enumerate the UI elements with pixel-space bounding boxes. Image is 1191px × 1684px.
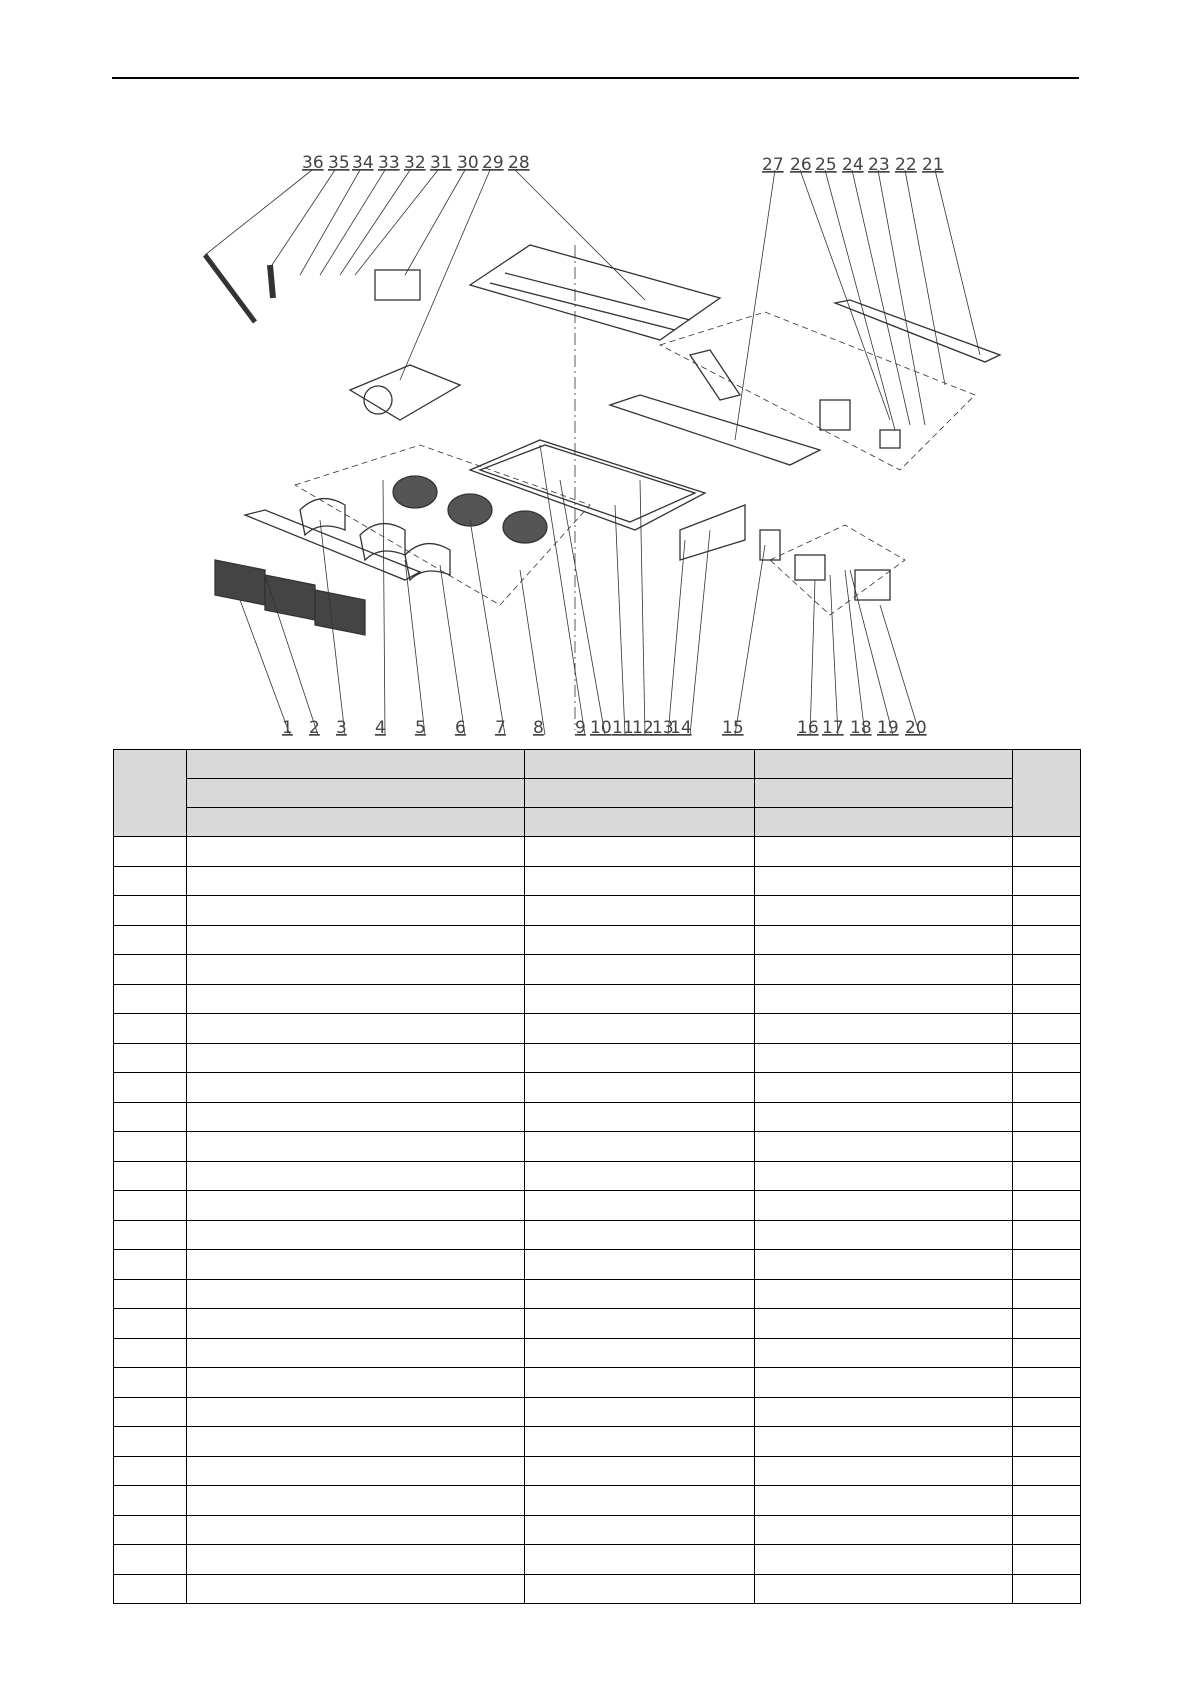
side-cover-part (835, 300, 1000, 362)
table-cell (187, 984, 525, 1014)
table-cell (114, 1161, 187, 1191)
table-cell (525, 1338, 755, 1368)
table-cell (755, 1456, 1013, 1486)
table-cell (1013, 896, 1081, 926)
table-cell (187, 1220, 525, 1250)
table-row (114, 1309, 1081, 1339)
table-row (114, 1574, 1081, 1604)
header-cell (1013, 750, 1081, 837)
table-cell (525, 1132, 755, 1162)
table-cell (1013, 1456, 1081, 1486)
table-cell (755, 1309, 1013, 1339)
table-cell (525, 1220, 755, 1250)
table-cell (187, 866, 525, 896)
table-row (114, 1014, 1081, 1044)
table-row (114, 1220, 1081, 1250)
table-row (114, 984, 1081, 1014)
table-cell (1013, 955, 1081, 985)
table-cell (525, 1515, 755, 1545)
callout-5: 5 (415, 718, 426, 738)
table-cell (114, 1132, 187, 1162)
callout-19: 19 (877, 718, 899, 738)
table-cell (755, 1338, 1013, 1368)
top-panel-part (470, 245, 720, 340)
callout-31: 31 (430, 153, 452, 173)
table-cell (755, 1220, 1013, 1250)
table-cell (187, 1545, 525, 1575)
header-cell (187, 808, 525, 837)
table-cell (755, 1191, 1013, 1221)
table-cell (755, 1132, 1013, 1162)
table-cell (114, 1043, 187, 1073)
table-cell (187, 1043, 525, 1073)
drain-hose-part (205, 255, 255, 322)
table-cell (1013, 925, 1081, 955)
table-cell (114, 1456, 187, 1486)
table-cell (525, 1161, 755, 1191)
blower-fans (393, 476, 547, 543)
table-cell (187, 837, 525, 867)
callout-9: 9 (575, 718, 586, 738)
table-cell (1013, 1102, 1081, 1132)
table-cell (525, 925, 755, 955)
filter-parts (215, 560, 365, 635)
callout-24: 24 (842, 155, 864, 175)
table-cell (187, 1279, 525, 1309)
table-cell (525, 1309, 755, 1339)
table-cell (525, 1043, 755, 1073)
table-row (114, 1279, 1081, 1309)
table-cell (525, 1279, 755, 1309)
table-cell (755, 1486, 1013, 1516)
table-cell (187, 925, 525, 955)
table-cell (114, 1397, 187, 1427)
table-cell (114, 837, 187, 867)
table-cell (187, 1309, 525, 1339)
callout-33: 33 (378, 153, 400, 173)
table-row (114, 837, 1081, 867)
table-cell (114, 1427, 187, 1457)
table-cell (187, 1456, 525, 1486)
table-cell (755, 1014, 1013, 1044)
table-cell (755, 925, 1013, 955)
table-header-row (114, 779, 1081, 808)
callout-26: 26 (790, 155, 812, 175)
header-cell (755, 808, 1013, 837)
table-cell (1013, 1161, 1081, 1191)
table-row (114, 896, 1081, 926)
callout-10: 10 (590, 718, 612, 738)
table-cell (187, 1161, 525, 1191)
table-cell (187, 1427, 525, 1457)
table-cell (1013, 1132, 1081, 1162)
header-cell (525, 779, 755, 808)
table-row (114, 1191, 1081, 1221)
table-cell (525, 1102, 755, 1132)
header-cell (114, 750, 187, 837)
header-cell (525, 750, 755, 779)
table-row (114, 1250, 1081, 1280)
callout-21: 21 (922, 155, 944, 175)
table-cell (755, 1279, 1013, 1309)
table-cell (114, 1515, 187, 1545)
table-row (114, 1132, 1081, 1162)
table-cell (525, 1427, 755, 1457)
table-cell (1013, 1014, 1081, 1044)
table-cell (114, 1073, 187, 1103)
callout-7: 7 (495, 718, 506, 738)
table-cell (114, 1338, 187, 1368)
table-cell (114, 1250, 187, 1280)
table-row (114, 1486, 1081, 1516)
table-row (114, 1043, 1081, 1073)
table-cell (187, 1397, 525, 1427)
table-cell (187, 1014, 525, 1044)
table-cell (114, 1220, 187, 1250)
table-cell (1013, 1309, 1081, 1339)
table-cell (187, 1486, 525, 1516)
callouts-top-left (302, 153, 530, 173)
table-cell (1013, 984, 1081, 1014)
table-cell (1013, 1073, 1081, 1103)
table-cell (114, 1279, 187, 1309)
table-cell (755, 1250, 1013, 1280)
table-cell (525, 1191, 755, 1221)
table-cell (187, 1073, 525, 1103)
exploded-parts-diagram (0, 0, 1191, 740)
callout-15: 15 (722, 718, 744, 738)
callout-8: 8 (533, 718, 544, 738)
side-plate-part (680, 505, 745, 560)
table-cell (1013, 1250, 1081, 1280)
table-row (114, 1456, 1081, 1486)
table-row (114, 866, 1081, 896)
table-row (114, 1338, 1081, 1368)
table-cell (114, 896, 187, 926)
callouts-top-right (762, 155, 944, 175)
table-cell (525, 1574, 755, 1604)
table-row (114, 1427, 1081, 1457)
table-cell (114, 1102, 187, 1132)
table-cell (114, 1486, 187, 1516)
table-cell (187, 1515, 525, 1545)
callout-1: 1 (282, 718, 293, 738)
table-cell (114, 1368, 187, 1398)
table-cell (187, 1132, 525, 1162)
table-cell (525, 1368, 755, 1398)
table-row (114, 1515, 1081, 1545)
table-cell (525, 1456, 755, 1486)
table-cell (1013, 1574, 1081, 1604)
table-cell (1013, 1220, 1081, 1250)
table-cell (525, 984, 755, 1014)
table-cell (525, 1397, 755, 1427)
table-row (114, 1073, 1081, 1103)
table-cell (525, 1014, 755, 1044)
callout-16: 16 (797, 718, 819, 738)
table-cell (187, 896, 525, 926)
table-cell (187, 1102, 525, 1132)
table-cell (755, 984, 1013, 1014)
front-panel-part (245, 510, 420, 580)
table-cell (187, 1574, 525, 1604)
table-cell (755, 1545, 1013, 1575)
table-cell (755, 1515, 1013, 1545)
callout-13: 13 (652, 718, 674, 738)
table-row (114, 1545, 1081, 1575)
right-assembly-box (660, 312, 975, 470)
table-cell (755, 1397, 1013, 1427)
header-cell (755, 750, 1013, 779)
table-cell (114, 1545, 187, 1575)
motor-bracket-part (820, 400, 850, 430)
table-cell (525, 1250, 755, 1280)
callout-17: 17 (822, 718, 844, 738)
table-row (114, 1397, 1081, 1427)
table-cell (755, 955, 1013, 985)
callouts-bottom (282, 718, 927, 738)
table-cell (525, 1486, 755, 1516)
table-cell (114, 1574, 187, 1604)
table-cell (187, 1368, 525, 1398)
table-cell (1013, 1427, 1081, 1457)
table-cell (755, 1574, 1013, 1604)
diagram-svg (0, 0, 1191, 740)
callout-2: 2 (309, 718, 320, 738)
table-cell (755, 837, 1013, 867)
table-cell (187, 1191, 525, 1221)
table-cell (187, 955, 525, 985)
callout-32: 32 (404, 153, 426, 173)
callout-30: 30 (457, 153, 479, 173)
callout-11: 11 (612, 718, 634, 738)
table-cell (114, 925, 187, 955)
callout-14: 14 (670, 718, 692, 738)
table-cell (755, 1102, 1013, 1132)
drain-pan-part (610, 395, 820, 465)
callout-23: 23 (868, 155, 890, 175)
callout-35: 35 (328, 153, 350, 173)
table-cell (1013, 1043, 1081, 1073)
table-cell (525, 837, 755, 867)
table-cell (114, 1309, 187, 1339)
table-row (114, 1102, 1081, 1132)
table-cell (1013, 1545, 1081, 1575)
callout-12: 12 (632, 718, 654, 738)
table-cell (1013, 1279, 1081, 1309)
table-cell (187, 1338, 525, 1368)
table-cell (755, 1073, 1013, 1103)
callout-18: 18 (850, 718, 872, 738)
table-cell (525, 1073, 755, 1103)
callout-20: 20 (905, 718, 927, 738)
control-box-part (795, 555, 825, 580)
table-cell (1013, 837, 1081, 867)
table-row (114, 1368, 1081, 1398)
table-cell (525, 955, 755, 985)
table-cell (114, 1014, 187, 1044)
callout-28: 28 (508, 153, 530, 173)
table-cell (1013, 1397, 1081, 1427)
table-cell (1013, 1368, 1081, 1398)
parts-list-table (113, 749, 1081, 1604)
callout-29: 29 (482, 153, 504, 173)
table-row (114, 955, 1081, 985)
table-cell (1013, 1338, 1081, 1368)
table-cell (1013, 1191, 1081, 1221)
header-cell (755, 779, 1013, 808)
header-cell (187, 750, 525, 779)
table-header-row (114, 750, 1081, 779)
callout-3: 3 (336, 718, 347, 738)
table-cell (1013, 1486, 1081, 1516)
header-cell (187, 779, 525, 808)
callout-22: 22 (895, 155, 917, 175)
header-cell (525, 808, 755, 837)
table-cell (755, 1043, 1013, 1073)
callout-6: 6 (455, 718, 466, 738)
table-cell (525, 896, 755, 926)
table-cell (1013, 866, 1081, 896)
table-row (114, 925, 1081, 955)
table-cell (187, 1250, 525, 1280)
callout-25: 25 (815, 155, 837, 175)
table-cell (114, 1191, 187, 1221)
table-cell (1013, 1515, 1081, 1545)
table-row (114, 1161, 1081, 1191)
table-cell (755, 1161, 1013, 1191)
table-header-row (114, 808, 1081, 837)
table-cell (114, 866, 187, 896)
table-cell (755, 866, 1013, 896)
table-cell (525, 866, 755, 896)
table-cell (755, 1427, 1013, 1457)
callout-27: 27 (762, 155, 784, 175)
wired-controller-part (375, 270, 420, 300)
table-cell (525, 1545, 755, 1575)
callout-34: 34 (352, 153, 374, 173)
table-cell (755, 1368, 1013, 1398)
table-cell (114, 984, 187, 1014)
table-cell (114, 955, 187, 985)
callout-4: 4 (375, 718, 386, 738)
callout-36: 36 (302, 153, 324, 173)
table-cell (755, 896, 1013, 926)
